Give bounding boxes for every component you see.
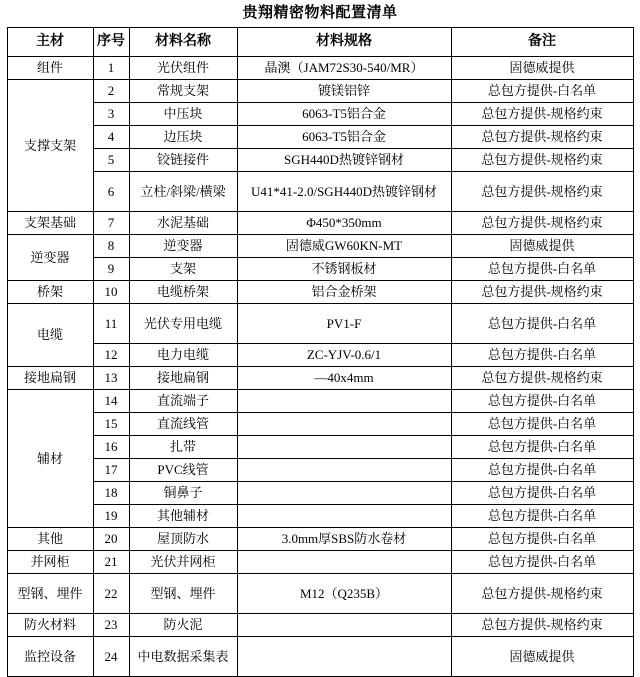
table-row xyxy=(7,482,633,505)
cell-number: 12 xyxy=(93,344,129,367)
cell-remark: 总包方提供-白名单 xyxy=(451,505,633,528)
table-row xyxy=(7,212,633,235)
cell-category: 支架基础 xyxy=(7,212,93,235)
cell-number: 3 xyxy=(93,103,129,126)
cell-remark: 总包方提供-白名单 xyxy=(451,551,633,574)
cell-remark: 总包方提供-规格约束 xyxy=(451,574,633,614)
cell-material-spec: —40x4mm xyxy=(237,367,451,390)
cell-number: 11 xyxy=(93,304,129,344)
cell-category: 桥架 xyxy=(7,281,93,304)
cell-category: 型钢、埋件 xyxy=(7,574,93,614)
cell-remark: 总包方提供-白名单 xyxy=(451,390,633,413)
cell-material-name: 常规支架 xyxy=(129,80,237,103)
cell-remark: 总包方提供-规格约束 xyxy=(451,149,633,172)
cell-material-spec xyxy=(237,505,451,528)
cell-remark: 固德威提供 xyxy=(451,235,633,258)
cell-material-spec: 铝合金桥架 xyxy=(237,281,451,304)
table-header xyxy=(7,28,633,57)
cell-number: 23 xyxy=(93,614,129,637)
column-header-category: 主材 xyxy=(7,28,93,57)
table-row xyxy=(7,367,633,390)
cell-remark: 总包方提供-白名单 xyxy=(451,413,633,436)
table-row xyxy=(7,413,633,436)
cell-number: 9 xyxy=(93,258,129,281)
cell-material-name: 型钢、埋件 xyxy=(129,574,237,614)
cell-material-spec: Φ450*350mm xyxy=(237,212,451,235)
cell-material-name: 逆变器 xyxy=(129,235,237,258)
table-row xyxy=(7,637,633,677)
cell-category: 逆变器 xyxy=(7,235,93,281)
table-row xyxy=(7,126,633,149)
cell-material-name: 立柱/斜梁/横梁 xyxy=(129,172,237,212)
cell-material-name: 光伏并网柜 xyxy=(129,551,237,574)
cell-material-name: 直流端子 xyxy=(129,390,237,413)
cell-remark: 固德威提供 xyxy=(451,637,633,677)
cell-number: 22 xyxy=(93,574,129,614)
cell-material-name: 光伏专用电缆 xyxy=(129,304,237,344)
cell-material-name: PVC线管 xyxy=(129,459,237,482)
cell-remark: 固德威提供 xyxy=(451,57,633,80)
cell-category: 接地扁钢 xyxy=(7,367,93,390)
cell-remark: 总包方提供-白名单 xyxy=(451,459,633,482)
table-row xyxy=(7,390,633,413)
cell-material-spec: U41*41-2.0/SGH440D热镀锌钢材 xyxy=(237,172,451,212)
page-title: 贵翔精密物料配置清单 xyxy=(242,5,398,21)
column-header-remark: 备注 xyxy=(451,28,633,57)
cell-number: 14 xyxy=(93,390,129,413)
table-row xyxy=(7,344,633,367)
cell-number: 20 xyxy=(93,528,129,551)
table-body xyxy=(7,57,633,677)
cell-category: 辅材 xyxy=(7,390,93,528)
cell-remark: 总包方提供-规格约束 xyxy=(451,126,633,149)
cell-material-name: 防火泥 xyxy=(129,614,237,637)
table-row xyxy=(7,436,633,459)
column-header-number: 序号 xyxy=(93,28,129,57)
cell-material-name: 水泥基础 xyxy=(129,212,237,235)
cell-number: 6 xyxy=(93,172,129,212)
cell-material-name: 边压块 xyxy=(129,126,237,149)
table-row xyxy=(7,258,633,281)
cell-material-spec: 3.0mm厚SBS防水卷材 xyxy=(237,528,451,551)
cell-number: 21 xyxy=(93,551,129,574)
cell-material-spec xyxy=(237,413,451,436)
cell-material-spec: ZC-YJV-0.6/1 xyxy=(237,344,451,367)
cell-material-name: 接地扁钢 xyxy=(129,367,237,390)
cell-material-spec: 6063-T5铝合金 xyxy=(237,126,451,149)
table-row xyxy=(7,235,633,258)
cell-material-name: 光伏组件 xyxy=(129,57,237,80)
cell-number: 7 xyxy=(93,212,129,235)
cell-remark: 总包方提供-白名单 xyxy=(451,482,633,505)
cell-category: 监控设备 xyxy=(7,637,93,677)
cell-number: 17 xyxy=(93,459,129,482)
cell-category: 支撑支架 xyxy=(7,80,93,212)
cell-material-spec xyxy=(237,436,451,459)
cell-number: 5 xyxy=(93,149,129,172)
cell-remark: 总包方提供-规格约束 xyxy=(451,172,633,212)
cell-material-spec xyxy=(237,551,451,574)
material-configuration-table xyxy=(7,27,634,677)
cell-material-spec xyxy=(237,390,451,413)
cell-number: 13 xyxy=(93,367,129,390)
cell-material-spec: PV1-F xyxy=(237,304,451,344)
cell-material-spec: 晶澳（JAM72S30-540/MR） xyxy=(237,57,451,80)
cell-number: 16 xyxy=(93,436,129,459)
cell-remark: 总包方提供-白名单 xyxy=(451,436,633,459)
cell-category: 防火材料 xyxy=(7,614,93,637)
cell-material-spec xyxy=(237,482,451,505)
cell-number: 4 xyxy=(93,126,129,149)
cell-number: 18 xyxy=(93,482,129,505)
table-row xyxy=(7,574,633,614)
cell-remark: 总包方提供-白名单 xyxy=(451,528,633,551)
cell-material-name: 铜鼻子 xyxy=(129,482,237,505)
cell-remark: 总包方提供-白名单 xyxy=(451,258,633,281)
cell-category: 其他 xyxy=(7,528,93,551)
cell-material-spec: 镀镁铝锌 xyxy=(237,80,451,103)
table-row xyxy=(7,80,633,103)
cell-material-spec xyxy=(237,614,451,637)
cell-material-name: 中电数据采集表 xyxy=(129,637,237,677)
cell-category: 并网柜 xyxy=(7,551,93,574)
cell-material-spec xyxy=(237,637,451,677)
cell-material-name: 扎带 xyxy=(129,436,237,459)
cell-number: 2 xyxy=(93,80,129,103)
table-row xyxy=(7,57,633,80)
cell-number: 8 xyxy=(93,235,129,258)
table-header-row xyxy=(7,28,633,57)
cell-material-name: 直流线管 xyxy=(129,413,237,436)
cell-material-spec: 6063-T5铝合金 xyxy=(237,103,451,126)
table-row xyxy=(7,505,633,528)
cell-material-name: 其他辅材 xyxy=(129,505,237,528)
column-header-material-spec: 材料规格 xyxy=(237,28,451,57)
cell-material-name: 支架 xyxy=(129,258,237,281)
cell-number: 1 xyxy=(93,57,129,80)
cell-material-spec: SGH440D热镀锌钢材 xyxy=(237,149,451,172)
cell-remark: 总包方提供-规格约束 xyxy=(451,614,633,637)
cell-number: 19 xyxy=(93,505,129,528)
cell-material-spec xyxy=(237,459,451,482)
cell-material-spec: M12（Q235B） xyxy=(237,574,451,614)
cell-material-spec: 固德威GW60KN-MT xyxy=(237,235,451,258)
cell-number: 15 xyxy=(93,413,129,436)
table-row xyxy=(7,149,633,172)
cell-material-name: 中压块 xyxy=(129,103,237,126)
cell-category: 组件 xyxy=(7,57,93,80)
cell-number: 24 xyxy=(93,637,129,677)
table-row xyxy=(7,528,633,551)
column-header-material-name: 材料名称 xyxy=(129,28,237,57)
table-row xyxy=(7,459,633,482)
cell-material-name: 电缆桥架 xyxy=(129,281,237,304)
cell-remark: 总包方提供-规格约束 xyxy=(451,367,633,390)
table-row xyxy=(7,172,633,212)
cell-material-name: 电力电缆 xyxy=(129,344,237,367)
cell-remark: 总包方提供-规格约束 xyxy=(451,103,633,126)
cell-material-spec: 不锈钢板材 xyxy=(237,258,451,281)
table-row xyxy=(7,103,633,126)
cell-remark: 总包方提供-白名单 xyxy=(451,344,633,367)
cell-remark: 总包方提供-白名单 xyxy=(451,80,633,103)
cell-category: 电缆 xyxy=(7,304,93,367)
table-row xyxy=(7,304,633,344)
cell-number: 10 xyxy=(93,281,129,304)
cell-material-name: 铰链接件 xyxy=(129,149,237,172)
cell-remark: 总包方提供-规格约束 xyxy=(451,281,633,304)
table-row xyxy=(7,614,633,637)
cell-material-name: 屋顶防水 xyxy=(129,528,237,551)
table-row xyxy=(7,281,633,304)
cell-remark: 总包方提供-规格约束 xyxy=(451,212,633,235)
cell-remark: 总包方提供-白名单 xyxy=(451,304,633,344)
table-row xyxy=(7,551,633,574)
